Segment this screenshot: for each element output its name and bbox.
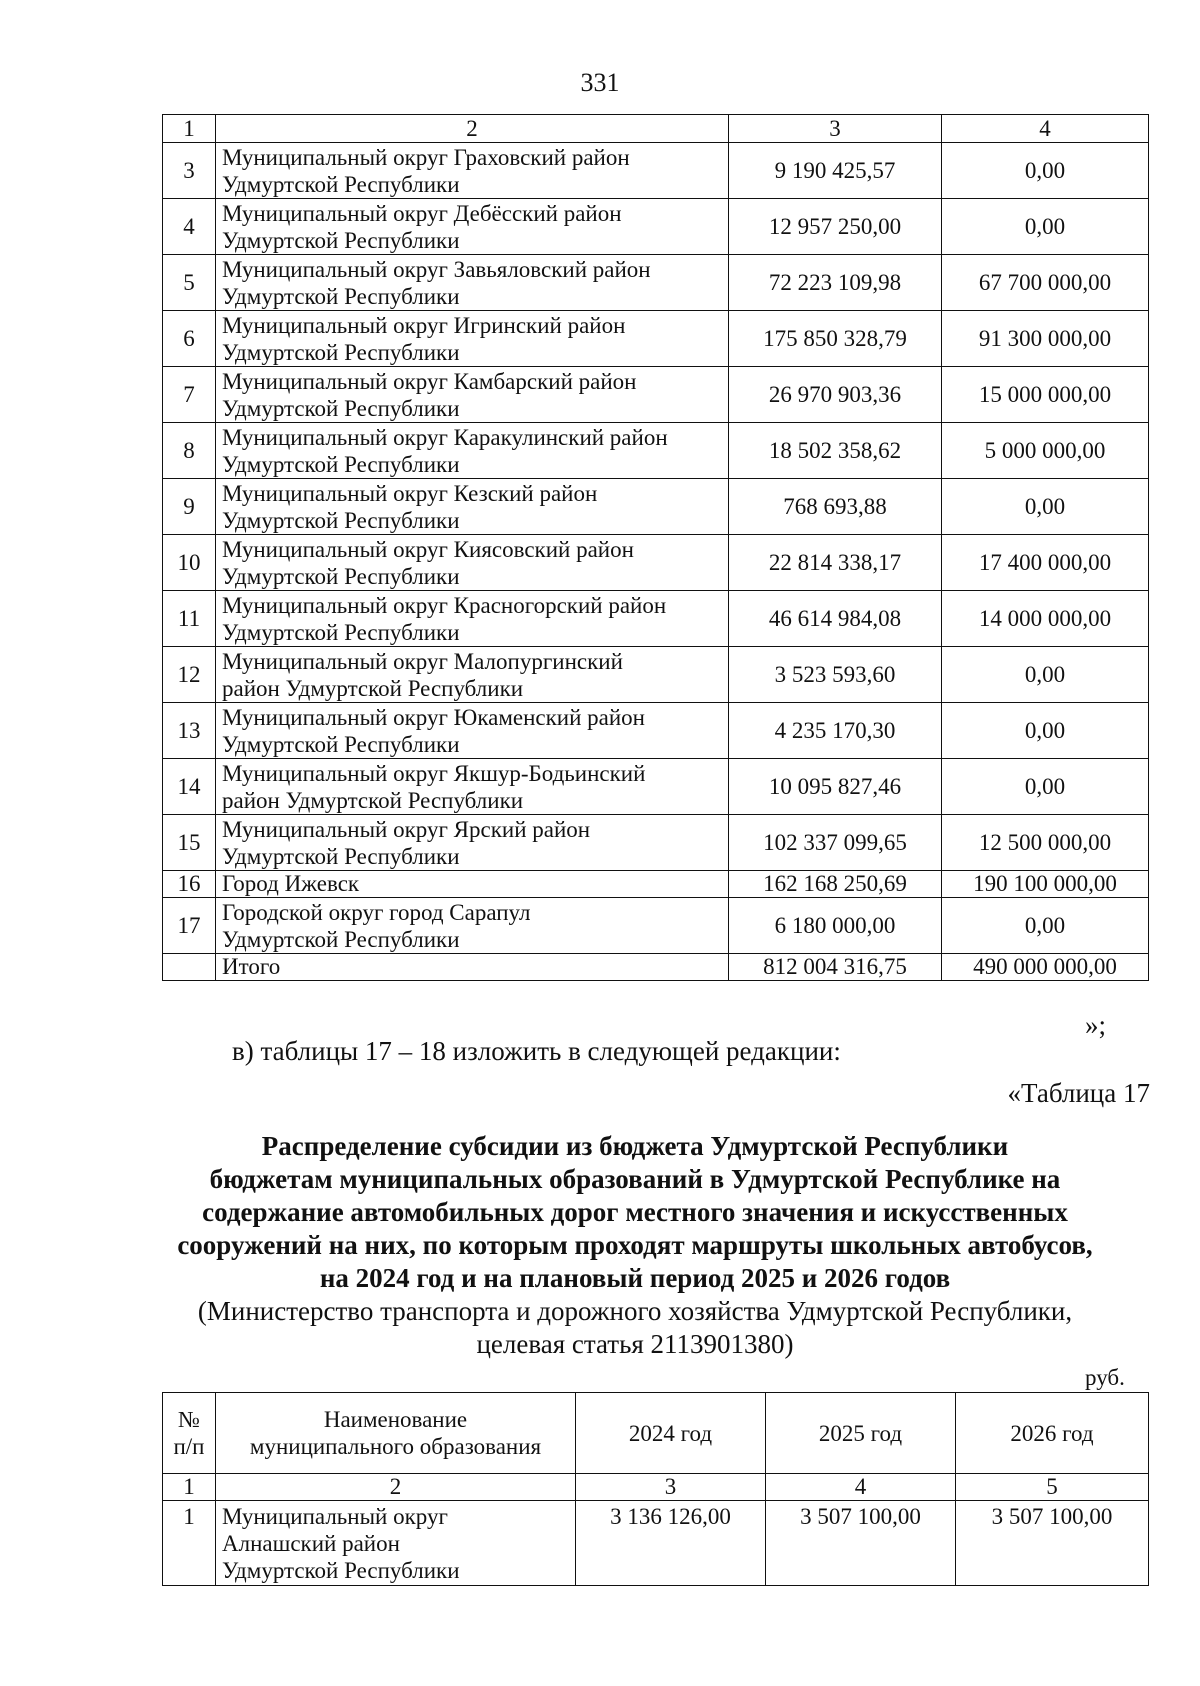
row-name: [216, 647, 729, 703]
header-text: п/п: [173, 1434, 205, 1459]
column-index: 2: [216, 1474, 576, 1501]
column-index: 5: [956, 1474, 1149, 1501]
row-number: 4: [163, 199, 216, 255]
row-name: [216, 199, 729, 255]
value-col3: 26 970 903,36: [729, 367, 942, 423]
row-name: [216, 535, 729, 591]
value-col4: 0,00: [942, 199, 1149, 255]
row-number: 6: [163, 311, 216, 367]
col-2025-header: 2025 год: [766, 1393, 956, 1474]
table-row: [163, 367, 1149, 423]
value-col3: 3 523 593,60: [729, 647, 942, 703]
table-row: [163, 1501, 1149, 1586]
column-index: 1: [163, 115, 216, 143]
name-line: Удмуртской Республики: [222, 619, 460, 645]
col-name-header: [216, 1393, 576, 1474]
total-col4: 490 000 000,00: [942, 954, 1149, 981]
row-number: 14: [163, 759, 216, 815]
value-col4: 12 500 000,00: [942, 815, 1149, 871]
row-name: [216, 255, 729, 311]
table-row: [163, 423, 1149, 479]
table-row: [163, 871, 1149, 898]
table-header-row: [163, 1393, 1149, 1474]
name-line: Городской округ город Сарапул: [222, 899, 531, 925]
row-name: [216, 591, 729, 647]
value-2026: 3 507 100,00: [956, 1501, 1149, 1586]
value-col3: 12 957 250,00: [729, 199, 942, 255]
row-name: [216, 898, 729, 954]
value-col3: 102 337 099,65: [729, 815, 942, 871]
row-name: [216, 311, 729, 367]
value-col4: 0,00: [942, 143, 1149, 199]
row-number: 16: [163, 871, 216, 898]
table-title: [130, 1130, 1140, 1361]
name-line: Удмуртской Республики: [222, 563, 460, 589]
value-col4: 5 000 000,00: [942, 423, 1149, 479]
table-row: [163, 199, 1149, 255]
column-index: 3: [576, 1474, 766, 1501]
table-row: [163, 479, 1149, 535]
name-line: Муниципальный округ Камбарский район: [222, 368, 637, 394]
currency-unit: руб.: [1085, 1365, 1125, 1390]
column-index: 2: [216, 115, 729, 143]
table-17: [162, 1392, 1149, 1586]
name-line: Муниципальный округ Дебёсский район: [222, 200, 622, 226]
page-number: 331: [580, 68, 620, 97]
value-col3: 10 095 827,46: [729, 759, 942, 815]
name-line: Удмуртской Республики: [222, 926, 460, 952]
row-name: [216, 143, 729, 199]
row-number: 3: [163, 143, 216, 199]
name-line: Муниципальный округ Игринский район: [222, 312, 626, 338]
value-col4: 0,00: [942, 479, 1149, 535]
name-line: Удмуртской Республики: [222, 339, 460, 365]
name-line: Муниципальный округ Красногорский район: [222, 592, 667, 618]
name-line: Муниципальный округ Каракулинский район: [222, 424, 668, 450]
title-line: на 2024 год и на плановый период 2025 и 2026 годов: [319, 1263, 951, 1293]
name-line: Муниципальный округ Юкаменский район: [222, 704, 645, 730]
value-2025: 3 507 100,00: [766, 1501, 956, 1586]
value-col4: 0,00: [942, 898, 1149, 954]
name-line: Удмуртской Республики: [222, 171, 460, 197]
table-row: [163, 898, 1149, 954]
row-name: [216, 1501, 576, 1586]
value-col4: 0,00: [942, 647, 1149, 703]
value-col3: 6 180 000,00: [729, 898, 942, 954]
name-line: Удмуртской Республики: [222, 451, 460, 477]
row-number: 1: [163, 1501, 216, 1586]
column-index: 3: [729, 115, 942, 143]
title-line: бюджетам муниципальных образований в Удмуртской Республике на: [209, 1164, 1061, 1194]
name-line: район Удмуртской Республики: [222, 675, 524, 701]
value-col4: 91 300 000,00: [942, 311, 1149, 367]
name-line: Муниципальный округ Якшур-Бодьинский: [222, 760, 646, 786]
name-line: Удмуртской Республики: [222, 227, 460, 253]
value-col3: 162 168 250,69: [729, 871, 942, 898]
subtitle-line: целевая статья 2113901380): [476, 1329, 794, 1359]
row-number: 11: [163, 591, 216, 647]
name-line: Муниципальный округ: [222, 1504, 448, 1529]
col-number-header: [163, 1393, 216, 1474]
value-col3: 18 502 358,62: [729, 423, 942, 479]
header-text: №: [178, 1407, 200, 1432]
name-line: Муниципальный округ Малопургинский: [222, 648, 623, 674]
name-line: район Удмуртской Республики: [222, 787, 524, 813]
value-col4: 17 400 000,00: [942, 535, 1149, 591]
row-name: [216, 479, 729, 535]
row-number: 10: [163, 535, 216, 591]
row-number: 8: [163, 423, 216, 479]
value-col4: 14 000 000,00: [942, 591, 1149, 647]
row-number: 12: [163, 647, 216, 703]
table-row: [163, 703, 1149, 759]
name-line: Удмуртской Республики: [222, 843, 460, 869]
column-index: 4: [942, 115, 1149, 143]
amendment-paragraph: в) таблицы 17 – 18 изложить в следующей редакции:: [232, 1036, 841, 1066]
row-number: 17: [163, 898, 216, 954]
table-row: [163, 311, 1149, 367]
col-2026-header: 2026 год: [956, 1393, 1149, 1474]
name-line: Муниципальный округ Завьяловский район: [222, 256, 651, 282]
name-line: Удмуртской Республики: [222, 1558, 460, 1583]
total-label: Итого: [216, 954, 729, 981]
allocation-table-continued: [162, 114, 1149, 981]
table-row: [163, 255, 1149, 311]
row-number: 13: [163, 703, 216, 759]
col-2024-header: 2024 год: [576, 1393, 766, 1474]
value-col3: 22 814 338,17: [729, 535, 942, 591]
table-row: [163, 535, 1149, 591]
table-row: [163, 143, 1149, 199]
row-number: 9: [163, 479, 216, 535]
row-name: [216, 759, 729, 815]
name-line: Алнашский район: [222, 1531, 400, 1556]
title-line: сооружений на них, по которым проходят маршруты школьных автобусов,: [177, 1230, 1093, 1260]
row-name: [216, 367, 729, 423]
closing-quote: »;: [1085, 1010, 1107, 1040]
name-line: Удмуртской Республики: [222, 507, 460, 533]
table-row: [163, 647, 1149, 703]
title-line: содержание автомобильных дорог местного значения и искусственных: [202, 1197, 1068, 1227]
name-line: Удмуртской Республики: [222, 283, 460, 309]
total-col3: 812 004 316,75: [729, 954, 942, 981]
value-col4: 190 100 000,00: [942, 871, 1149, 898]
row-number: [163, 954, 216, 981]
row-name: Город Ижевск: [216, 871, 729, 898]
name-line: Муниципальный округ Ярский район: [222, 816, 591, 842]
name-line: Муниципальный округ Киясовский район: [222, 536, 634, 562]
name-line: Муниципальный округ Граховский район: [222, 144, 630, 170]
header-text: муниципального образования: [249, 1434, 542, 1459]
subtitle-line: (Министерство транспорта и дорожного хозяйства Удмуртской Республики,: [197, 1296, 1073, 1326]
title-line: Распределение субсидии из бюджета Удмуртской Республики: [261, 1131, 1009, 1161]
name-line: Удмуртской Республики: [222, 395, 460, 421]
row-name: [216, 423, 729, 479]
value-col3: 4 235 170,30: [729, 703, 942, 759]
header-text: Наименование: [323, 1407, 468, 1432]
row-name: [216, 703, 729, 759]
table-row: [163, 591, 1149, 647]
value-col3: 9 190 425,57: [729, 143, 942, 199]
name-line: Удмуртской Республики: [222, 731, 460, 757]
value-col4: 0,00: [942, 703, 1149, 759]
table-row: [163, 759, 1149, 815]
name-line: Муниципальный округ Кезский район: [222, 480, 598, 506]
column-index: 4: [766, 1474, 956, 1501]
value-col3: 768 693,88: [729, 479, 942, 535]
row-number: 15: [163, 815, 216, 871]
table-label: «Таблица 17: [1007, 1078, 1150, 1108]
value-col4: 67 700 000,00: [942, 255, 1149, 311]
column-index-row: [163, 1474, 1149, 1501]
row-number: 7: [163, 367, 216, 423]
value-col3: 175 850 328,79: [729, 311, 942, 367]
column-index: 1: [163, 1474, 216, 1501]
value-col4: 15 000 000,00: [942, 367, 1149, 423]
value-col4: 0,00: [942, 759, 1149, 815]
row-number: 5: [163, 255, 216, 311]
value-col3: 46 614 984,08: [729, 591, 942, 647]
value-col3: 72 223 109,98: [729, 255, 942, 311]
column-index-row: [163, 115, 1149, 143]
row-name: [216, 815, 729, 871]
table-row: [163, 815, 1149, 871]
value-2024: 3 136 126,00: [576, 1501, 766, 1586]
total-row: [163, 954, 1149, 981]
